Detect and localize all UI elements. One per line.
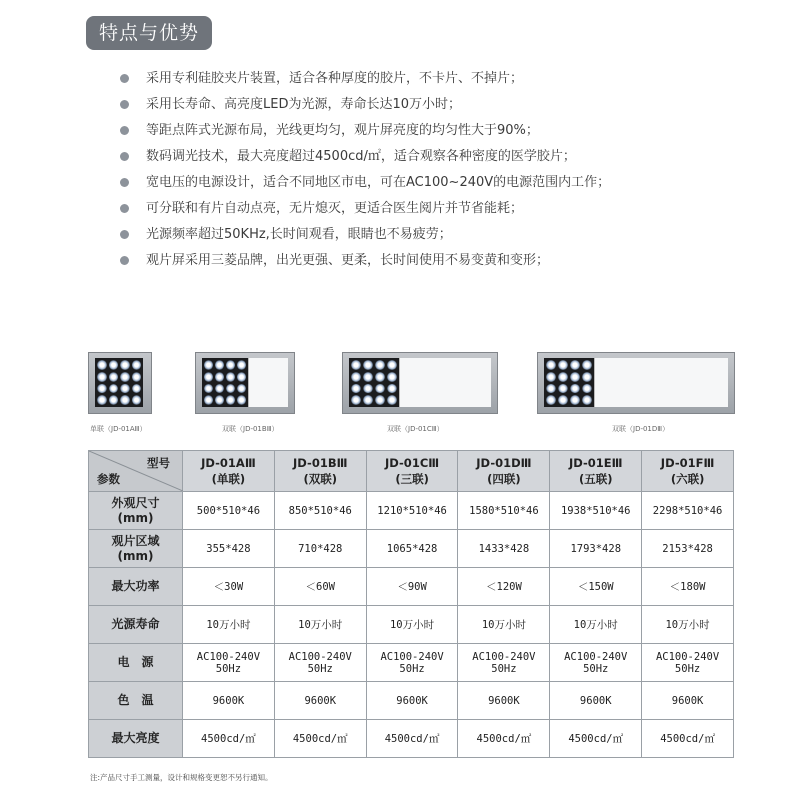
row-label: 最大亮度 xyxy=(89,720,183,758)
led-dot xyxy=(582,360,592,370)
row-label-text: 外观尺寸 xyxy=(111,495,160,510)
led-dot xyxy=(97,384,107,394)
table-cell: 850*510*46 xyxy=(274,492,366,530)
led-dot xyxy=(109,384,119,394)
led-dot xyxy=(570,384,580,394)
table-cell: 4500cd/㎡ xyxy=(458,720,550,758)
led-dot xyxy=(132,384,142,394)
table-row xyxy=(89,606,734,644)
led-dot xyxy=(97,395,107,405)
led-dot xyxy=(226,372,235,382)
led-dot xyxy=(226,360,235,370)
feature-text: 光源频率超过50KHz,长时间观看，眼睛也不易疲劳； xyxy=(146,227,452,242)
product-caption: 双联（JD-01BⅢ） xyxy=(222,425,279,433)
cell-line: 50Hz xyxy=(491,662,517,675)
led-dot xyxy=(204,384,213,394)
led-dot xyxy=(237,372,246,382)
bullet-icon xyxy=(120,126,129,135)
table-cell: 4500cd/㎡ xyxy=(550,720,642,758)
light-panel xyxy=(202,358,248,407)
feature-text: 数码调光技术，最大亮度超过4500cd/㎡，适合观察各种密度的医学胶片； xyxy=(146,149,576,164)
led-dot xyxy=(387,360,397,370)
led-dot xyxy=(387,372,397,382)
led-dot xyxy=(132,395,142,405)
feature-item xyxy=(120,92,610,118)
table-cell: 1938*510*46 xyxy=(550,492,642,530)
led-dot xyxy=(546,384,556,394)
table-cell: 9600K xyxy=(366,682,458,720)
feature-text: 观片屏采用三菱品牌，出光更强、更柔，长时间使用不易变黄和变形； xyxy=(146,253,550,268)
cell-line: 50Hz xyxy=(307,662,333,675)
model-header xyxy=(550,451,642,492)
table-cell: 4500cd/㎡ xyxy=(642,720,734,758)
led-dot xyxy=(363,372,373,382)
table-cell: 10万小时 xyxy=(642,606,734,644)
cell-line: 50Hz xyxy=(583,662,609,675)
cell-line: 50Hz xyxy=(674,662,701,675)
led-dot xyxy=(546,395,556,405)
table-row xyxy=(89,644,734,682)
table-cell: ＜180W xyxy=(642,568,734,606)
led-dot xyxy=(363,384,373,394)
model-header xyxy=(458,451,550,492)
table-cell: 9600K xyxy=(550,682,642,720)
light-panel xyxy=(349,358,399,407)
led-dot xyxy=(375,384,385,394)
table-cell xyxy=(642,644,734,682)
row-label xyxy=(89,530,183,568)
led-dot xyxy=(237,384,246,394)
led-dot xyxy=(351,395,361,405)
led-dot xyxy=(351,384,361,394)
table-cell: ＜120W xyxy=(458,568,550,606)
table-cell: 10万小时 xyxy=(274,606,366,644)
led-dot xyxy=(570,395,580,405)
feature-item xyxy=(120,222,610,248)
led-dot xyxy=(237,395,246,405)
led-dot xyxy=(109,372,119,382)
table-row xyxy=(89,720,734,758)
feature-text: 可分联和有片自动点亮，无片熄灭，更适合医生阅片并节省能耗； xyxy=(146,201,524,216)
corner-param-label: 参数 xyxy=(97,472,120,486)
led-dot xyxy=(558,395,568,405)
table-cell: 710*428 xyxy=(274,530,366,568)
product-image-double xyxy=(195,352,295,414)
model-name: JD-01CⅢ xyxy=(385,456,440,470)
table-cell: ＜60W xyxy=(274,568,366,606)
table-row xyxy=(89,568,734,606)
led-dot xyxy=(132,372,142,382)
led-dot xyxy=(363,395,373,405)
led-dot xyxy=(226,395,235,405)
cell-line: AC100-240V xyxy=(564,650,628,663)
table-header-row xyxy=(89,451,734,492)
led-dot xyxy=(215,360,224,370)
led-dot xyxy=(120,360,130,370)
row-label-text: 观片区域 xyxy=(111,533,160,548)
led-dot xyxy=(363,360,373,370)
table-cell: ＜30W xyxy=(183,568,275,606)
table-cell: 9600K xyxy=(274,682,366,720)
product-caption: 双联（JD-01CⅢ） xyxy=(387,425,444,433)
cell-line: 50Hz xyxy=(399,662,425,675)
table-cell: 10万小时 xyxy=(366,606,458,644)
table-cell xyxy=(183,644,275,682)
led-dot xyxy=(351,360,361,370)
table-cell: 4500cd/㎡ xyxy=(183,720,275,758)
led-dot xyxy=(546,372,556,382)
table-cell: 355*428 xyxy=(183,530,275,568)
model-header xyxy=(274,451,366,492)
led-dot xyxy=(375,372,385,382)
product-caption: 双联（JD-01DⅢ） xyxy=(612,425,670,433)
led-dot xyxy=(204,372,213,382)
model-type: (单联) xyxy=(211,472,246,486)
corner-model-label: 型号 xyxy=(147,456,170,470)
feature-item xyxy=(120,66,610,92)
table-cell: 1793*428 xyxy=(550,530,642,568)
led-dot xyxy=(582,384,592,394)
led-dot xyxy=(558,384,568,394)
model-name: JD-01AⅢ xyxy=(201,456,256,470)
feature-item xyxy=(120,144,610,170)
model-name: JD-01BⅢ xyxy=(293,456,348,470)
table-cell xyxy=(458,644,550,682)
blank-panel xyxy=(594,358,728,407)
feature-item xyxy=(120,196,610,222)
table-cell: 1433*428 xyxy=(458,530,550,568)
led-dot xyxy=(582,395,592,405)
cell-line: AC100-240V xyxy=(655,650,720,663)
row-label xyxy=(89,492,183,530)
section-title: 特点与优势 xyxy=(86,16,212,50)
row-label: 色 温 xyxy=(89,682,183,720)
cell-line: AC100-240V xyxy=(380,650,444,663)
footnote: 注:产品尺寸手工测量，设计和规格变更恕不另行通知。 xyxy=(90,773,273,782)
led-dot xyxy=(237,360,246,370)
table-row xyxy=(89,682,734,720)
table-row xyxy=(89,492,734,530)
led-dot xyxy=(120,395,130,405)
table-cell xyxy=(366,644,458,682)
table-cell: 2298*510*46 xyxy=(642,492,734,530)
led-dot xyxy=(375,395,385,405)
product-image-triple xyxy=(342,352,498,414)
table-cell: 500*510*46 xyxy=(183,492,275,530)
led-dot xyxy=(120,384,130,394)
spec-table xyxy=(88,450,734,758)
led-dot xyxy=(97,360,107,370)
model-type: (六联) xyxy=(670,472,705,486)
feature-text: 采用长寿命、高亮度LED为光源，寿命长达10万小时； xyxy=(146,97,462,112)
table-cell: ＜150W xyxy=(550,568,642,606)
led-dot xyxy=(558,360,568,370)
blank-panel xyxy=(399,358,491,407)
led-dot xyxy=(215,384,224,394)
led-dot xyxy=(546,360,556,370)
model-type: (五联) xyxy=(578,472,613,486)
led-dot xyxy=(558,372,568,382)
table-cell xyxy=(550,644,642,682)
bullet-icon xyxy=(120,74,129,83)
model-type: (三联) xyxy=(395,472,429,486)
led-dot xyxy=(132,360,142,370)
feature-text: 宽电压的电源设计，适合不同地区市电，可在AC100~240V的电源范围内工作； xyxy=(146,175,611,190)
led-dot xyxy=(375,360,385,370)
model-name: JD-01FⅢ xyxy=(660,456,715,470)
led-dot xyxy=(215,395,224,405)
table-cell: 4500cd/㎡ xyxy=(366,720,458,758)
bullet-icon xyxy=(120,230,129,239)
feature-item xyxy=(120,170,610,196)
feature-text: 采用专利硅胶夹片装置，适合各种厚度的胶片，不卡片、不掉片； xyxy=(146,71,524,86)
led-dot xyxy=(97,372,107,382)
cell-line: AC100-240V xyxy=(196,650,261,663)
feature-list xyxy=(120,66,610,274)
model-header xyxy=(366,451,458,492)
table-cell: 9600K xyxy=(642,682,734,720)
led-dot xyxy=(204,360,213,370)
table-cell: 4500cd/㎡ xyxy=(274,720,366,758)
model-type: (双联) xyxy=(303,472,337,486)
led-dot xyxy=(109,360,119,370)
led-dot xyxy=(109,395,119,405)
model-name: JD-01EⅢ xyxy=(568,456,623,470)
feature-text: 等距点阵式光源布局，光线更均匀，观片屏亮度的均匀性大于90%； xyxy=(146,123,539,138)
product-caption: 单联（JD-01AⅢ） xyxy=(90,425,147,433)
model-name: JD-01DⅢ xyxy=(476,456,532,470)
model-header xyxy=(183,451,275,492)
table-cell: 2153*428 xyxy=(642,530,734,568)
table-cell: 10万小时 xyxy=(458,606,550,644)
product-image-quad xyxy=(537,352,735,414)
table-cell: 9600K xyxy=(183,682,275,720)
table-cell: 9600K xyxy=(458,682,550,720)
table-cell xyxy=(274,644,366,682)
led-dot xyxy=(582,372,592,382)
led-dot xyxy=(204,395,213,405)
bullet-icon xyxy=(120,256,129,265)
feature-item xyxy=(120,118,610,144)
row-label: 光源寿命 xyxy=(89,606,183,644)
table-row xyxy=(89,530,734,568)
led-dot xyxy=(387,395,397,405)
bullet-icon xyxy=(120,152,129,161)
row-label-unit: (mm) xyxy=(117,548,154,563)
table-cell: 10万小时 xyxy=(183,606,275,644)
row-label-unit: (mm) xyxy=(117,510,154,525)
table-cell: 1580*510*46 xyxy=(458,492,550,530)
table-cell: 10万小时 xyxy=(550,606,642,644)
table-cell: 1210*510*46 xyxy=(366,492,458,530)
cell-line: AC100-240V xyxy=(288,650,352,663)
blank-panel xyxy=(248,358,288,407)
led-dot xyxy=(226,384,235,394)
light-panel xyxy=(544,358,594,407)
model-header xyxy=(642,451,734,492)
led-dot xyxy=(387,384,397,394)
row-label: 电 源 xyxy=(89,644,183,682)
cell-line: 50Hz xyxy=(215,662,242,675)
led-dot xyxy=(120,372,130,382)
light-panel xyxy=(95,358,143,407)
led-dot xyxy=(570,372,580,382)
product-image-single xyxy=(88,352,152,414)
bullet-icon xyxy=(120,204,129,213)
table-cell: ＜90W xyxy=(366,568,458,606)
corner-cell xyxy=(89,451,183,492)
led-dot xyxy=(351,372,361,382)
bullet-icon xyxy=(120,178,129,187)
led-dot xyxy=(215,372,224,382)
led-dot xyxy=(570,360,580,370)
cell-line: AC100-240V xyxy=(472,650,536,663)
feature-item xyxy=(120,248,610,274)
model-type: (四联) xyxy=(487,472,521,486)
row-label: 最大功率 xyxy=(89,568,183,606)
bullet-icon xyxy=(120,100,129,109)
table-cell: 1065*428 xyxy=(366,530,458,568)
